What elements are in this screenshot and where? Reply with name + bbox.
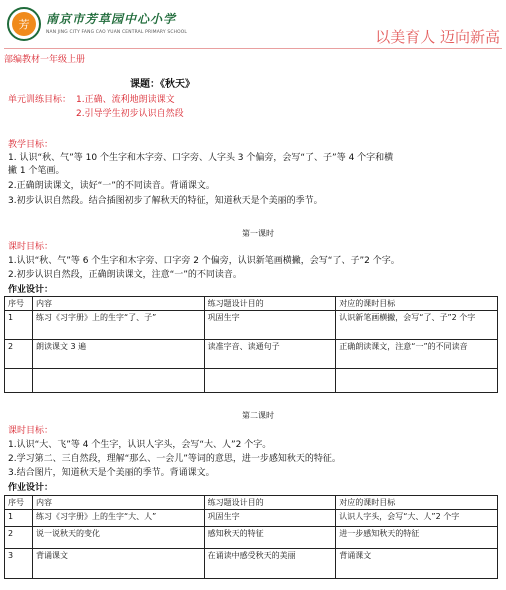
school-name-cn: 南京市芳草园中心小学 — [46, 12, 177, 26]
period1-goal: 1.认识“秋、气”等 6 个生字和木字旁、口字旁 2 个偏旁，认识新笔画横撇，会写“了、子”2 个字。 — [8, 256, 400, 266]
period2-title: 第二课时 — [242, 411, 274, 420]
table-cell: 朗读课文 3 遍 — [32, 340, 204, 369]
table-header-row — [5, 496, 498, 510]
table-cell: 3 — [5, 549, 33, 579]
unit-goal-label: 单元训练目标： — [8, 95, 72, 105]
table-row — [5, 527, 498, 549]
table-header-cell: 对应的课时目标 — [336, 496, 498, 510]
slogan: 以美育人 迈向新高 — [375, 28, 500, 46]
page-header — [0, 0, 506, 65]
table-row — [5, 510, 498, 527]
table-cell: 练习《习字册》上的生字“大、人” — [32, 510, 204, 527]
period2-homework-table — [4, 495, 498, 579]
teach-goal-line: 1. 认识“秋、气”等 10 个生字和木字旁、口字旁、人字头 3 个偏旁，会写“了、子”等 4 个字和横 — [8, 153, 394, 163]
teach-goal-label: 教学目标： — [8, 140, 54, 150]
table-cell: 读准字音、读通句子 — [204, 340, 336, 369]
table-cell: 说一说秋天的变化 — [32, 527, 204, 549]
svg-text:芳: 芳 — [18, 18, 30, 31]
teach-goal-line: 3.初步认识自然段。结合插图初步了解秋天的特征，知道秋天是个美丽的季节。 — [8, 196, 323, 206]
table-cell: 1 — [5, 311, 33, 340]
school-logo-icon — [6, 6, 42, 42]
table-header-cell: 序号 — [5, 496, 33, 510]
header-divider — [4, 48, 502, 49]
table-header-cell: 内容 — [32, 496, 204, 510]
table-row — [5, 340, 498, 369]
table-header-cell: 对应的课时目标 — [336, 297, 498, 311]
table-cell — [5, 369, 33, 393]
period1-title: 第一课时 — [242, 229, 274, 238]
table-cell — [336, 369, 498, 393]
teach-goal-line: 撇 1 个笔画。 — [8, 166, 65, 176]
table-header-cell: 内容 — [32, 297, 204, 311]
period2-goal: 1.认识“大、飞”等 4 个生字，认识人字头，会写“大、人”2 个字。 — [8, 440, 272, 450]
period1-hw-label: 作业设计： — [8, 285, 54, 295]
teach-goal-line: 2.正确朗读课文，读好“一”的不同读音。背诵课文。 — [8, 181, 215, 191]
table-cell: 感知秋天的特征 — [204, 527, 336, 549]
unit-goal-1: 1.正确、流利地朗读课文 — [76, 95, 175, 105]
table-header-cell: 练习题设计目的 — [204, 297, 336, 311]
table-header-row — [5, 297, 498, 311]
table-cell: 背诵课文 — [336, 549, 498, 579]
table-row — [5, 311, 498, 340]
table-cell: 进一步感知秋天的特征 — [336, 527, 498, 549]
table-cell: 认识新笔画横撇，会写“了、子”2 个字 — [336, 311, 498, 340]
period2-hw-label: 作业设计： — [8, 483, 54, 493]
period1-homework-table — [4, 296, 498, 393]
period1-goal: 2.初步认识自然段，正确朗读课文，注意“一”的不同读音。 — [8, 270, 242, 280]
table-row — [5, 369, 498, 393]
table-header-cell: 序号 — [5, 297, 33, 311]
table-cell: 正确朗读课文，注意“一”的不同读音 — [336, 340, 498, 369]
table-row — [5, 549, 498, 579]
table-cell: 背诵课文 — [32, 549, 204, 579]
textbook-subtitle: 部编教材一年级上册 — [4, 55, 86, 65]
period2-goal: 2.学习第二、三自然段，理解“那么、一会儿”等词的意思，进一步感知秋天的特征。 — [8, 454, 341, 464]
table-cell: 2 — [5, 340, 33, 369]
table-cell: 1 — [5, 510, 33, 527]
table-cell — [204, 369, 336, 393]
table-header-cell: 练习题设计目的 — [204, 496, 336, 510]
table-cell: 在诵读中感受秋天的美丽 — [204, 549, 336, 579]
unit-goal-2: 2.引导学生初步认识自然段 — [76, 109, 184, 119]
table-cell: 巩固生字 — [204, 510, 336, 527]
period1-goal-label: 课时目标： — [8, 242, 54, 252]
lesson-title: 课题：《秋天》 — [130, 79, 195, 90]
table-cell: 2 — [5, 527, 33, 549]
table-cell — [32, 369, 204, 393]
table-cell: 认识人字头，会写“大、人”2 个字 — [336, 510, 498, 527]
table-cell: 巩固生字 — [204, 311, 336, 340]
table-cell: 练习《习字册》上的生字“了、子” — [32, 311, 204, 340]
period2-goal: 3.结合图片，知道秋天是个美丽的季节。背诵课文。 — [8, 468, 215, 478]
period2-goal-label: 课时目标： — [8, 426, 54, 436]
school-name-en: NAN JING CITY FANG CAO YUAN CENTRAL PRIMARY SCHOOL — [46, 30, 188, 35]
